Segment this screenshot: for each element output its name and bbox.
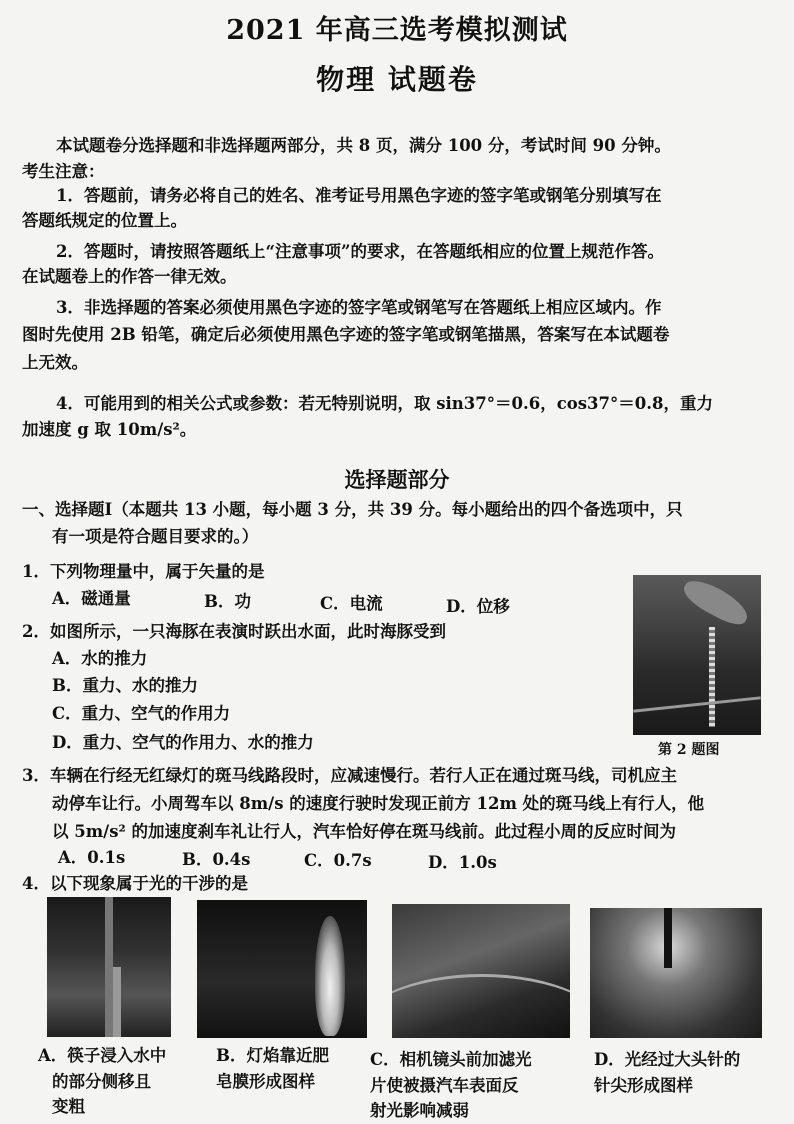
notice-1a: 1．答题前，请务必将自己的姓名、准考证号用黑色字迹的签字笔或钢笔分别填写在 <box>56 186 662 205</box>
q3-option-a: A．0.1s <box>58 848 126 867</box>
q4-option-a-line2: 的部分侧移且 <box>52 1072 151 1091</box>
q4-option-a-line3: 变粗 <box>52 1097 85 1116</box>
intro-line: 本试题卷分选择题和非选择题两部分，共 8 页，满分 100 分，考试时间 90 分钟。 <box>56 136 671 155</box>
q3-option-b: B．0.4s <box>182 850 251 869</box>
q2-option-c: C．重力、空气的作用力 <box>52 704 231 723</box>
notice-3a: 3．非选择题的答案必须使用黑色字迹的签字笔或钢笔写在答题纸上相应区域内。作 <box>56 298 662 317</box>
exam-title: 2021 年高三选考模拟测试 <box>226 15 568 46</box>
dolphin-photo <box>633 575 761 735</box>
part1-heading-a: 一、选择题Ⅰ（本题共 13 小题，每小题 3 分，共 39 分。每小题给出的四个备选项中，只 <box>22 500 683 519</box>
q4-stem: 4．以下现象属于光的干涉的是 <box>22 874 248 893</box>
pin-tip-photo <box>590 908 762 1038</box>
flame-icon <box>315 916 345 1036</box>
water-splash <box>709 627 715 727</box>
notice-2a: 2．答题时，请按照答题纸上“注意事项”的要求，在答题纸相应的位置上规范作答。 <box>56 242 664 261</box>
q4-option-c-line1: C．相机镜头前加滤光 <box>370 1050 532 1069</box>
q2-option-d: D．重力、空气的作用力、水的推力 <box>52 733 314 752</box>
notice-3b: 图时先使用 2B 铅笔，确定后必须使用黑色字迹的签字笔或钢笔描黑，答案写在本试题卷 <box>22 325 670 344</box>
q4-option-c-line3: 射光影响减弱 <box>370 1101 469 1120</box>
q1-option-c: C．电流 <box>320 594 383 613</box>
chopsticks-photo <box>47 897 171 1037</box>
q2-figure-caption: 第 2 题图 <box>658 742 720 758</box>
notice-4b: 加速度 g 取 10m/s²。 <box>22 420 197 439</box>
q1-option-b: B．功 <box>204 592 251 611</box>
q1-stem: 1．下列物理量中，属于矢量的是 <box>22 562 265 581</box>
notice-label: 考生注意： <box>22 162 105 181</box>
q3-line3: 以 5m/s² 的加速度刹车礼让行人，汽车恰好停在斑马线前。此过程小周的反应时间为 <box>52 822 676 841</box>
q3-option-d: D．1.0s <box>428 853 497 872</box>
candle-flame-photo <box>197 900 367 1038</box>
notice-1b: 答题纸规定的位置上。 <box>22 211 187 230</box>
car-reflection-photo <box>392 904 570 1038</box>
q3-option-c: C．0.7s <box>304 851 372 870</box>
q2-option-a: A．水的推力 <box>52 649 148 668</box>
q4-option-c-line2: 片使被摄汽车表面反 <box>370 1076 519 1095</box>
q4-option-b-line2: 皂膜形成图样 <box>216 1072 315 1091</box>
notice-2b: 在试题卷上的作答一律无效。 <box>22 267 237 286</box>
q2-stem: 2．如图所示，一只海豚在表演时跃出水面，此时海豚受到 <box>22 622 446 641</box>
q4-option-a-line1: A．筷子浸入水中 <box>38 1046 167 1065</box>
q4-option-d-line2: 针尖形成图样 <box>594 1076 693 1095</box>
q1-option-d: D．位移 <box>446 597 510 616</box>
part1-heading-b: 有一项是符合题目要求的。） <box>52 527 259 546</box>
q2-option-b: B．重力、水的推力 <box>52 676 198 695</box>
q3-line2: 动停车让行。小周驾车以 8m/s 的速度行驶时发现正前方 12m 处的斑马线上有行人，他 <box>52 794 705 813</box>
q4-option-b-line1: B．灯焰靠近肥 <box>216 1046 329 1065</box>
car-hood-icon <box>392 974 570 1038</box>
notice-3c: 上无效。 <box>22 353 88 372</box>
chopstick-icon <box>105 897 113 1037</box>
pin-icon <box>664 908 672 968</box>
q4-option-d-line1: D．光经过大头针的 <box>594 1050 741 1069</box>
water-surface <box>633 696 761 712</box>
section-title: 选择题部分 <box>344 467 450 492</box>
notice-4a: 4．可能用到的相关公式或参数：若无特别说明，取 sin37°＝0.6，cos37°＝0.8，重力 <box>56 394 713 413</box>
q1-option-a: A．磁通量 <box>52 589 131 608</box>
chopstick-refracted-icon <box>113 967 121 1037</box>
dolphin-icon <box>679 575 753 630</box>
q3-line1: 3．车辆在行经无红绿灯的斑马线路段时，应减速慢行。若行人正在通过斑马线，司机应主 <box>22 766 677 785</box>
exam-subtitle: 物理 试题卷 <box>316 63 478 96</box>
